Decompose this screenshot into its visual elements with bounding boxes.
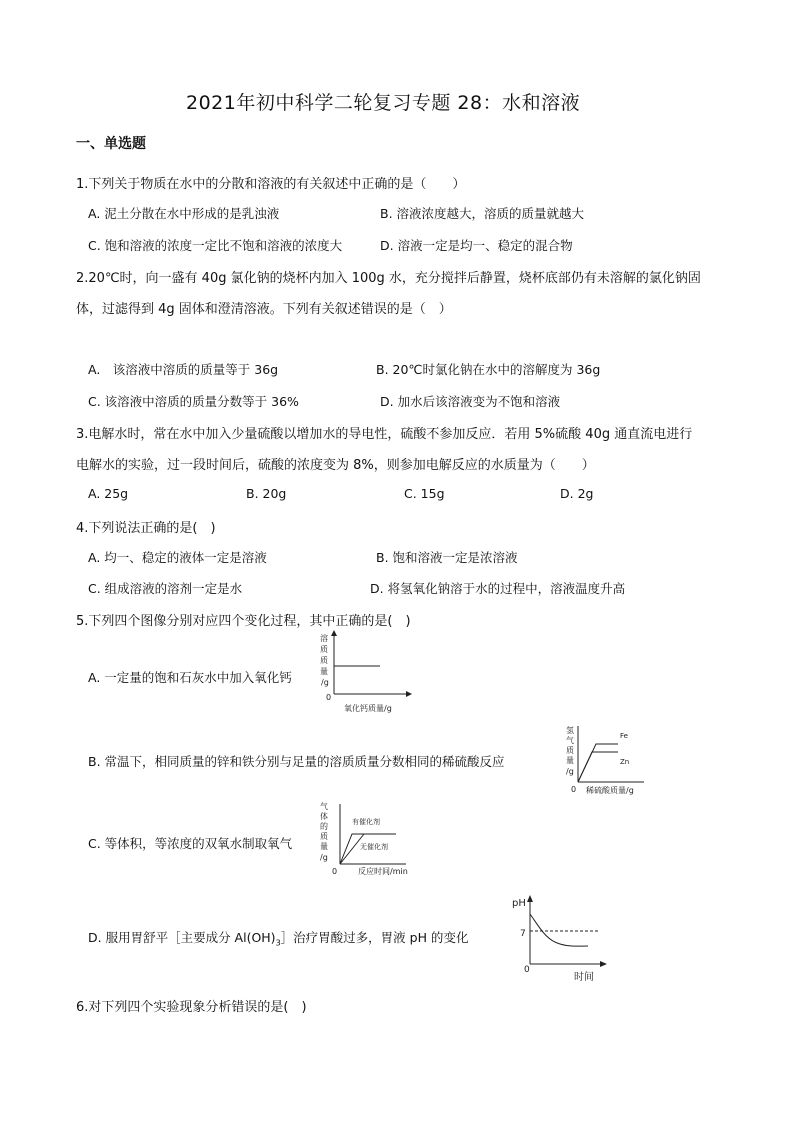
q5-option-d-subscript: 3 [275, 938, 281, 948]
graph-b-origin: 0 [571, 785, 577, 794]
graph-c-ylabel-1: 气 [320, 802, 328, 811]
q2-option-d[interactable]: D. 加水后该溶液变为不饱和溶液 [380, 394, 561, 409]
q3-option-a[interactable]: A. 25g [88, 486, 129, 501]
graph-a-xlabel: 氧化钙质量/g [344, 704, 392, 713]
graph-c-ylabel-4: 质 [320, 832, 328, 841]
q3-option-d[interactable]: D. 2g [560, 486, 594, 501]
graph-c-ylabel-2: 体 [320, 812, 328, 821]
graph-b-ylabel-2: 气 [566, 736, 574, 745]
section-heading: 一、单选题 [76, 136, 146, 152]
q1-option-d[interactable]: D. 溶液一定是均一、稳定的混合物 [380, 238, 573, 253]
graph-a-origin: 0 [326, 693, 332, 702]
q4-option-a[interactable]: A. 均一、稳定的液体一定是溶液 [88, 550, 267, 565]
graph-d-ylabel: pH [512, 898, 526, 909]
question-2-stem-line1: 2.20℃时，向一盛有 40g 氯化钠的烧杯内加入 100g 水，充分搅拌后静置，烧杯底部仍有未溶解的氯化钠固 [76, 271, 701, 286]
graph-b-curve-fe [578, 744, 618, 782]
graph-c-ylabel-3: 的 [320, 822, 328, 831]
question-6-stem: 6.对下列四个实验现象分析错误的是( ) [76, 1000, 307, 1015]
graph-b [560, 722, 650, 800]
question-4-stem: 4.下列说法正确的是( ) [76, 521, 216, 536]
q2-option-a[interactable]: A. 该溶液中溶质的质量等于 36g [88, 362, 279, 377]
graph-c-xlabel: 反应时间/min [358, 867, 408, 876]
q4-option-d[interactable]: D. 将氢氧化钠溶于水的过程中，溶液温度升高 [370, 581, 626, 596]
graph-a [314, 630, 414, 716]
graph-c-ylabel-5: 量 [320, 842, 328, 851]
question-1-stem: 1.下列关于物质在水中的分散和溶液的有关叙述中正确的是（ ） [76, 177, 466, 192]
question-3-stem-line2: 电解水的实验，过一段时间后，硫酸的浓度变为 8%，则参加电解反应的水质量为（ ） [76, 458, 595, 473]
graph-a-y-arrow [331, 630, 337, 636]
q3-option-b[interactable]: B. 20g [246, 486, 287, 501]
graph-a-ylabel-5: /g [321, 678, 329, 687]
graph-d-curve [530, 914, 588, 946]
graph-a-ylabel-2: 质 [320, 645, 328, 654]
graph-a-x-arrow [406, 691, 412, 697]
q5-option-d[interactable] [88, 928, 468, 948]
graph-b-ylabel-5: /g [566, 767, 574, 776]
q5-option-d-text-post: ］治疗胃酸过多，胃液 pH 的变化 [280, 930, 469, 945]
q5-option-a[interactable]: A. 一定量的饱和石灰水中加入氧化钙 [88, 670, 292, 685]
q2-option-c[interactable]: C. 该溶液中溶质的质量分数等于 36% [88, 394, 299, 409]
graph-d-origin: 0 [524, 965, 530, 975]
graph-b-curve-zn [578, 752, 618, 782]
graph-d-x-arrow [600, 961, 607, 967]
graph-b-ylabel-1: 氢 [566, 726, 574, 735]
graph-a-ylabel-3: 质 [320, 656, 328, 665]
graph-b-label-fe: Fe [620, 732, 628, 740]
graph-c-origin: 0 [332, 867, 338, 876]
q4-option-b[interactable]: B. 饱和溶液一定是浓溶液 [376, 550, 518, 565]
graph-d-xlabel: 时间 [574, 972, 594, 983]
graph-b-xlabel: 稀硫酸质量/g [586, 786, 634, 795]
q1-option-a[interactable]: A. 泥土分散在水中形成的是乳浊液 [88, 206, 280, 221]
q3-option-c[interactable]: C. 15g [404, 486, 445, 501]
q5-option-c[interactable]: C. 等体积，等浓度的双氧水制取氧气 [88, 836, 293, 851]
q4-option-c[interactable]: C. 组成溶液的溶剂一定是水 [88, 581, 243, 596]
graph-b-label-zn: Zn [620, 758, 630, 766]
graph-d [508, 892, 610, 984]
q1-option-c[interactable]: C. 饱和溶液的浓度一定比不饱和溶液的浓度大 [88, 238, 343, 253]
graph-c-label-no-catalyst: 无催化剂 [360, 843, 388, 851]
question-3-stem-line1: 3.电解水时，常在水中加入少量硫酸以增加水的导电性，硫酸不参加反应．若用 5%硫酸 40g 通直流电进行 [76, 427, 693, 442]
graph-d-tick-7: 7 [520, 929, 526, 939]
graph-b-ylabel-4: 量 [566, 756, 574, 765]
graph-b-ylabel-3: 质 [566, 746, 574, 755]
graph-c-ylabel-6: /g [320, 853, 328, 862]
q2-option-b[interactable]: B. 20℃时氯化钠在水中的溶解度为 36g [376, 362, 601, 377]
graph-a-ylabel-4: 量 [320, 667, 328, 676]
graph-c [314, 800, 414, 878]
graph-c-label-catalyst: 有催化剂 [352, 818, 380, 826]
graph-d-y-arrow [527, 895, 533, 902]
q1-option-b[interactable]: B. 溶液浓度越大，溶质的质量就越大 [380, 206, 585, 221]
question-5-stem: 5.下列四个图像分别对应四个变化过程，其中正确的是( ) [76, 614, 411, 629]
q5-option-d-text-pre: D. 服用胃舒平［主要成分 Al(OH) [88, 930, 276, 945]
q5-option-b[interactable]: B. 常温下，相同质量的锌和铁分别与足量的溶质质量分数相同的稀硫酸反应 [88, 754, 505, 769]
page-title: 2021年初中科学二轮复习专题 28：水和溶液 [186, 92, 581, 114]
graph-a-ylabel-1: 溶 [320, 634, 328, 643]
question-2-stem-line2: 体，过滤得到 4g 固体和澄清溶液。下列有关叙述错误的是（ ） [76, 302, 452, 317]
